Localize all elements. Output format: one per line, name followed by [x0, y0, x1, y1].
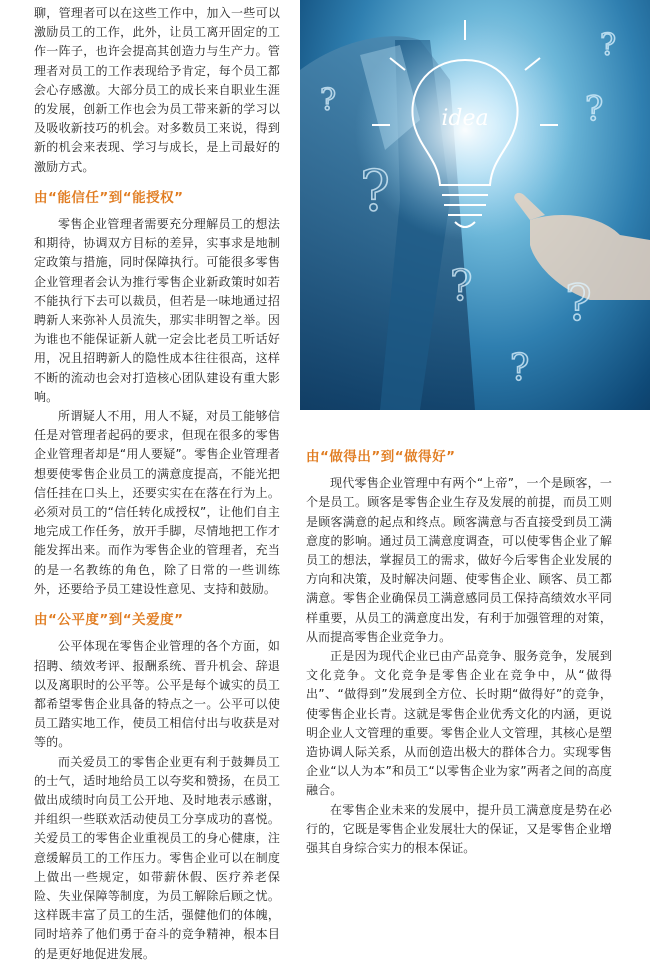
paragraph: 而关爱员工的零售企业更有利于鼓舞员工的士气，适时地给员工以夸奖和赞扬，在员工做出成绩时向员工公开地、及时地表示感谢，并组织一些联欢活动使员工分享成功的喜悦。关爱员工的零售企业重视员工的身心健康，注意缓解员工的工作压力。零售企业可以在制度上做出一些规定，如带薪休假、医疗养老保险、失业保障等制度，为员工解除后顾之忧。这样既丰富了员工的生活，强健他们的体魄，同时培养了他们勇于奋斗的竞争精神，根本目的是更好地促进发展。 — [34, 754, 280, 961]
question-mark-icon: ? — [320, 83, 337, 118]
paragraph: 在零售企业未来的发展中，提升员工满意度是势在必行的，它既是零售企业发展壮大的保证，又是零售企业增强其自身综合实力的根本保证。 — [306, 802, 612, 856]
question-mark-icon: ? — [360, 159, 391, 224]
question-mark-icon: ? — [565, 274, 592, 332]
section-heading-quality: 由“做得出”到“做得好” — [306, 449, 456, 465]
intro-paragraph: 聊，管理者可以在这些工作中，加入一些可以激励员工的工作，此外，让员工离开固定的工作一阵子，也许会提高其创造力与生产力。管理者对员工的工作表现给予肯定，每个员工都会心存感激。大部分员工的成长来自职业生涯的发展，创新工作也会为员工带来新的学习以及吸收新技巧的机会。对多数员工来说，得到新的机会来表现、学习与成长，是上司最好的激励方式。 — [34, 6, 280, 174]
paragraph: 公平体现在零售企业管理的各个方面，如招聘、绩效考评、报酬系统、晋升机会、辞退以及离职时的公平等。公平是每个诚实的员工都希望零售企业具备的特点之一。公平可以使员工踏实地工作，使员工相信付出与收获是对等的。 — [34, 639, 280, 750]
section-heading-trust: 由“能信任”到“能授权” — [34, 189, 184, 206]
hero-image — [300, 0, 650, 410]
question-mark-icon: ? — [510, 348, 530, 389]
paragraph: 正是因为现代企业已由产品竞争、服务竞争，发展到文化竞争。文化竞争是零售企业在竞争中，从“做得出”、“做得到”发展到全方位、长时期“做得好”的竞争，使零售企业长青。这就是零售企业优秀文化的内涵，更说明企业人文管理的重要。零售企业人文管理，其核心是塑造协调人际关系，从而创造出极大的群体合力。实现零售企业“以人为本”和员工“以零售企业为家”两者之间的高度融合。 — [306, 649, 612, 798]
question-mark-icon: ? — [450, 261, 473, 310]
question-mark-icon: ? — [600, 28, 617, 63]
paragraph: 所谓疑人不用，用人不疑，对员工能够信任是对管理者起码的要求，但现在很多的零售企业管理者却是“用人要疑”。零售企业管理者想要使零售企业员工的满意度提高，不能光把信任挂在口头上，还要实实在在落在行为上。必须对员工的“信任转化成授权”，让他们自主地完成工作任务，放开手脚，尽情地把工作才能发挥出来。而作为零售企业的管理者，充当的是一名教练的角色，除了日常的一些训练外，还要给予员工建设性意见、支持和鼓励。 — [34, 409, 280, 596]
section-heading-fairness: 由“公平度”到“关爱度” — [34, 612, 184, 629]
right-column — [306, 436, 612, 858]
question-mark-icon: ? — [585, 89, 604, 129]
paragraph: 现代零售企业管理中有两个“上帝”，一个是顾客，一个是员工。顾客是零售企业生存及发展的前提，而员工则是顾客满意的起点和终点。顾客满意与否直接受到员工满意度的影响。通过员工满意度调查，可以使零售企业了解员工的想法，掌握员工的需求，做好今后零售企业发展的方向和决策，及时解决问题、使零售企业、顾客、员工都满意。零售企业确保员工满意感同员工保持高绩效水平同样重要，从员工的满意度出发，有利于加强管理的对策，从而提高零售企业竞争力。 — [306, 476, 612, 644]
left-column — [34, 4, 280, 964]
bulb-label: idea — [441, 106, 489, 131]
paragraph: 零售企业管理者需要充分理解员工的想法和期待，协调双方目标的差异，实事求是地制定政策与措施，同时保障执行。可能很多零售企业管理者会认为推行零售企业新政策时如若不能执行下去可以裁员，但若是一味地通过招聘新人来弥补人员流失，那实非明智之举。因为谁也不能保证新人就一定会比老员工听话好用，况且招聘新人的隐性成本往往很高，这样不断的流动也会对打造核心团队建设有重大影响。 — [34, 217, 280, 404]
idea-illustration — [300, 0, 650, 410]
